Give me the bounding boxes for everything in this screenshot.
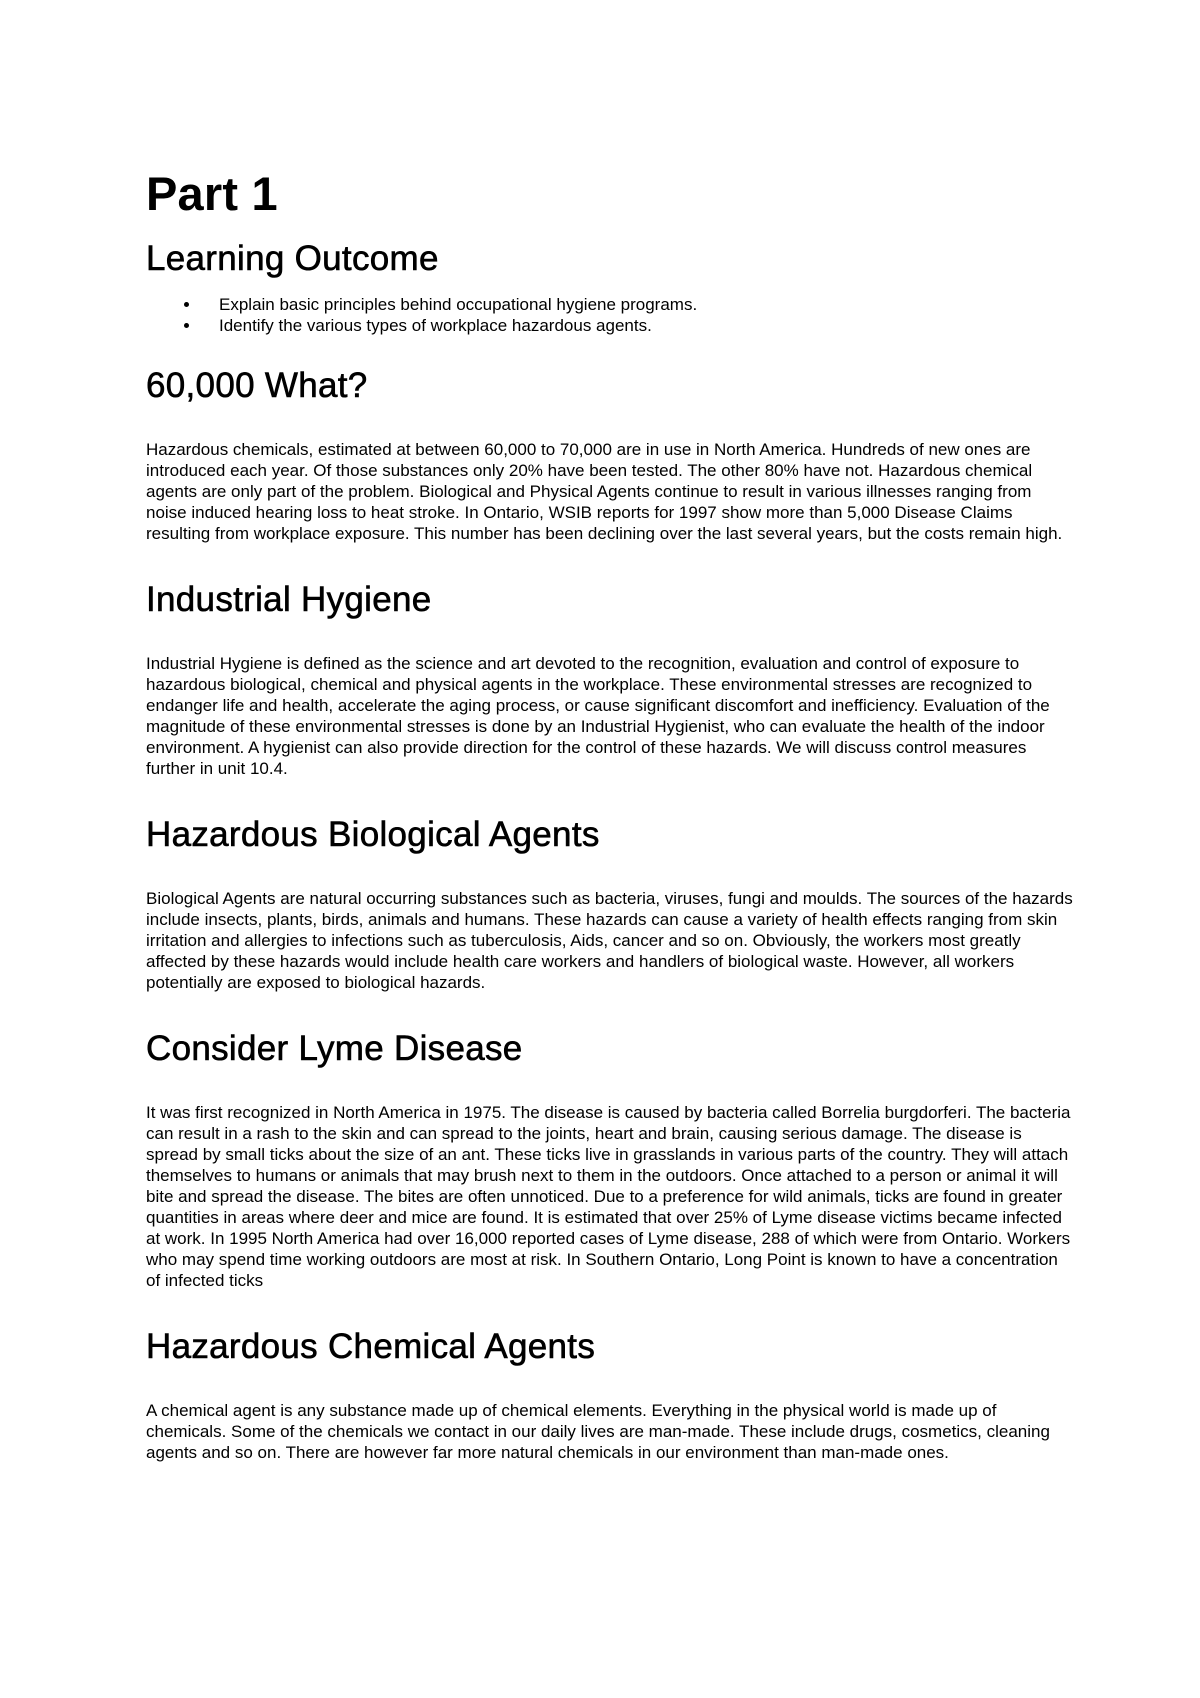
section-heading: Hazardous Chemical Agents [146, 1327, 596, 1366]
section-industrial-hygiene [146, 582, 1076, 779]
learning-outcome-list [146, 294, 1076, 336]
section-hazardous-biological-agents [146, 817, 1076, 993]
part-title: Part 1 [146, 167, 278, 220]
section-body: Industrial Hygiene is defined as the science and art devoted to the recognition, evaluation and control of exposure to hazardous biological, chemical and physical agents in the workplace. These environmental stresses are recognized to endanger life and health, accelerate the aging process, or cause significant discomfort and inefficiency. Evaluation of the magnitude of these environmental stresses is done by an Industrial Hygienist, who can evaluate the health of the indoor environment. A hygienist can also provide direction for the control of these hazards. We will discuss control measures further in unit 10.4. [146, 654, 1050, 778]
section-heading: 60,000 What? [146, 366, 368, 405]
list-item [219, 294, 1076, 315]
section-heading: Industrial Hygiene [146, 580, 432, 619]
section-body: It was first recognized in North America in 1975. The disease is caused by bacteria called Borrelia burgdorferi. The bacteria can result in a rash to the skin and can spread to the joints, heart and brain, causing serious damage. The disease is spread by small ticks about the size of an ant. These ticks live in grasslands in various parts of the country. They will attach themselves to humans or animals that may brush next to them in the outdoors. Once attached to a person or animal it will bite and spread the disease. The bites are often unnoticed. Due to a preference for wild animals, ticks are found in greater quantities in areas where deer and mice are found. It is estimated that over 25% of Lyme disease victims became infected at work. In 1995 North America had over 16,000 reported cases of Lyme disease, 288 of which were from Ontario. Workers who may spend time working outdoors are most at risk. In Southern Ontario, Long Point is known to have a concentration of infected ticks [146, 1103, 1071, 1290]
section-consider-lyme-disease [146, 1031, 1076, 1291]
section-heading: Hazardous Biological Agents [146, 815, 600, 854]
section-heading: Learning Outcome [146, 239, 439, 278]
list-item-text: Identify the various types of workplace hazardous agents. [219, 316, 652, 335]
section-hazardous-chemical-agents [146, 1329, 1076, 1463]
section-learning-outcome [146, 241, 1076, 336]
list-item [219, 315, 1076, 336]
list-item-text: Explain basic principles behind occupational hygiene programs. [219, 295, 698, 314]
section-60000-what [146, 368, 1076, 544]
section-body: Hazardous chemicals, estimated at between 60,000 to 70,000 are in use in North America. Hundreds of new ones are introduced each year. Of those substances only 20% have been tested. The other 80% have not. Hazardous chemical agents are only part of the problem. Biological and Physical Agents continue to result in various illnesses ranging from noise induced hearing loss to heat stroke. In Ontario, WSIB reports for 1997 show more than 5,000 Disease Claims resulting from workplace exposure. This number has been declining over the last several years, but the costs remain high. [146, 440, 1063, 543]
section-body: Biological Agents are natural occurring substances such as bacteria, viruses, fungi and moulds. The sources of the hazards include insects, plants, birds, animals and humans. These hazards can cause a variety of health effects ranging from skin irritation and allergies to infections such as tuberculosis, Aids, cancer and so on. Obviously, the workers most greatly affected by these hazards would include health care workers and handlers of biological waste. However, all workers potentially are exposed to biological hazards. [146, 889, 1073, 992]
section-body: A chemical agent is any substance made up of chemical elements. Everything in the physical world is made up of chemicals. Some of the chemicals we contact in our daily lives are man-made. These include drugs, cosmetics, cleaning agents and so on. There are however far more natural chemicals in our environment than man-made ones. [146, 1401, 1050, 1462]
bullet-icon [184, 302, 189, 307]
document-page [146, 167, 1076, 1463]
bullet-icon [184, 323, 189, 328]
section-heading: Consider Lyme Disease [146, 1029, 523, 1068]
